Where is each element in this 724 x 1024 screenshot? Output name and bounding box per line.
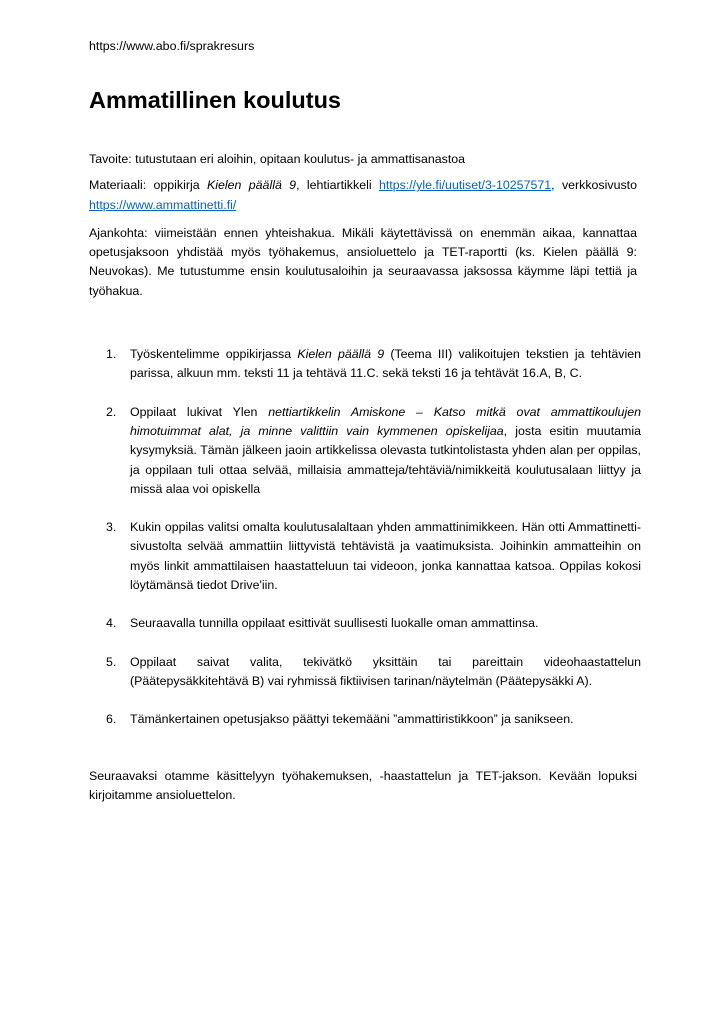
header-url: https://www.abo.fi/sprakresurs — [89, 39, 255, 53]
materials-book-title: Kielen päällä 9 — [206, 178, 297, 193]
step-item — [89, 518, 641, 595]
step-number: 1. — [106, 347, 117, 362]
step-text: Oppilaat lukivat Ylen — [130, 404, 269, 419]
step-item — [89, 653, 641, 692]
step-text-after: , josta esitin muutamia kysymyksiä. Tämän jälkeen jaoin artikkelissa olevasta tutkintolistasta yhden alan per oppilas, ja oppilaan tuli ottaa selvää, millaisia ammatteja/tehtäviä/nimikkeitä koulutusalaan liittyy ja missä alaa voi opiskella — [130, 423, 641, 496]
step-text-after: (Teema III) valikoitujen tekstien ja tehtävien parissa, alkuun mm. teksti 11 ja tehtävä 11.C. sekä teksti 16 ja tehtävät 16.A, B, C. — [130, 347, 642, 381]
materials-middle: , lehtiartikkeli — [296, 178, 379, 193]
materials-after-article: , verkkosivusto — [551, 178, 637, 193]
step-text: Kukin oppilas valitsi omalta koulutusalaltaan yhden ammattinimikkeen. Hän otti Ammattinetti-sivustolta selvää ammattiin liittyvistä tehtävistä ja vaatimuksista. Joihinkin ammatteihin on myös linkit ammattilaisen haastatteluun tai videoon, jonka kannattaa katsoa. Oppilas kokosi löytämänsä tiedot Drive'iin. — [130, 520, 641, 593]
step-number: 5. — [106, 654, 117, 669]
timing-paragraph: Ajankohta: viimeistään ennen yhteishakua. Mikäli käytettävissä on enemmän aikaa, kannattaa opetusjaksoon yhdistää myös työhakemus, ansioluettelo ja TET-raportti (ks. Kielen päällä 9: Neuvokas). Me tutustumme ensin koulutusaloihin ja seuraavassa jaksossa käymme läpi tettiä ja työhakua. — [89, 225, 637, 298]
next-steps-paragraph: Seuraavaksi otamme käsittelyyn työhakemuksen, -haastattelun ja TET-jakson. Kevään lopuksi kirjoitamme ansioluettelon. — [89, 768, 637, 802]
website-link[interactable]: https://www.ammattinetti.fi/ — [89, 197, 237, 212]
materials-paragraph — [89, 176, 637, 215]
steps-list — [89, 345, 642, 729]
step-text: Seuraavalla tunnilla oppilaat esittivät suullisesti luokalle oman ammattinsa. — [130, 616, 539, 631]
step-number: 4. — [106, 616, 117, 631]
materials-prefix: Materiaali: oppikirja — [89, 178, 207, 193]
step-item — [89, 345, 641, 384]
step-number: 3. — [106, 520, 117, 535]
step-item — [89, 614, 641, 633]
document-title: Ammatillinen koulutus — [89, 87, 341, 113]
document-page — [89, 38, 642, 805]
step-item — [89, 710, 641, 729]
step-number: 6. — [106, 712, 117, 727]
goal-paragraph: Tavoite: tutustutaan eri aloihin, opitaan koulutus- ja ammattisanastoa — [89, 152, 466, 166]
step-text: Oppilaat saivat valita, tekivätkö yksittäin tai pareittain videohaastattelun (Päätepysäkkitehtävä B) vai ryhmissä fiktiivisen tarinan/näytelmän (Päätepysäkki A). — [130, 654, 641, 688]
step-italic: Kielen päällä 9 — [297, 347, 385, 362]
step-italic: nettiartikkelin Amiskone – Katso mitkä ovat ammattikoulujen himotuimmat alat, ja minne valittiin vain kymmenen opiskelijaa — [130, 404, 641, 438]
step-text: Tämänkertainen opetusjakso päättyi tekemääni ”ammattiristikkoon” ja sanikseen. — [130, 712, 574, 727]
step-item — [89, 403, 641, 499]
step-number: 2. — [106, 404, 117, 419]
step-text: Työskentelimme oppikirjassa — [130, 347, 298, 362]
article-link[interactable]: https://yle.fi/uutiset/3-10257571 — [378, 178, 552, 193]
